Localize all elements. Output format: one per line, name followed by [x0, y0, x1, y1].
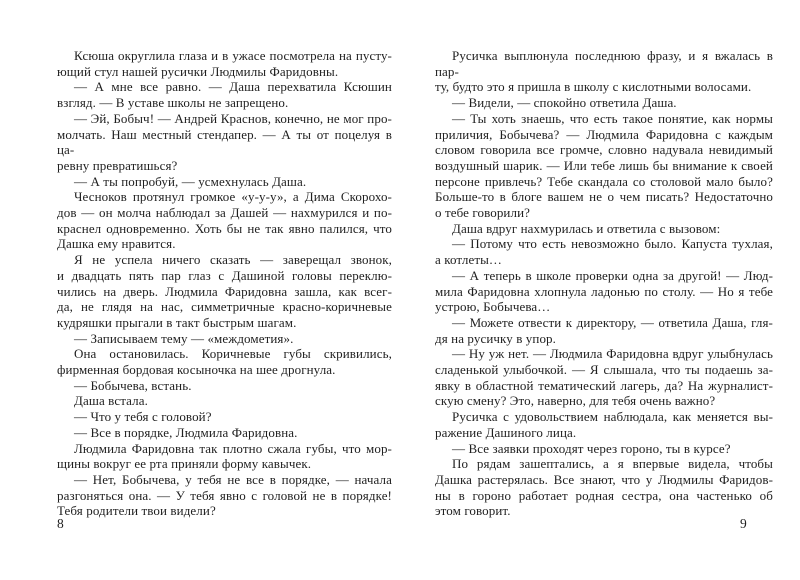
text-line: взгляд. — В уставе школы не запрещено. [57, 95, 289, 111]
text-line: и двадцать пять пар глаз с Дашиной головы переклю- [57, 267, 392, 283]
text-line: — Можете отвести к директору, — ответила Даша, гля- [452, 314, 773, 330]
text-line: щины вокруг ее рта приняли форму кавычек. [57, 456, 312, 472]
text-line: — А ты попробуй, — усмехнулась Даша. [74, 173, 307, 189]
text-line: — Видели, — спокойно ответила Даша. [452, 95, 677, 111]
text-line: — Ты хоть знаешь, что есть такое понятие, как нормы [452, 110, 773, 126]
text-line: — Бобычева, встань. [74, 377, 192, 393]
text-line: Больше-то в блоге вашем не о чем писать? Недостаточно [435, 189, 773, 205]
text-line: чились на дверь. Людмила Фаридовна зашла, как всег- [57, 283, 392, 299]
text-line: Людмила Фаридовна так плотно сжала губы, что мор- [74, 440, 392, 456]
text-line: кудряшки прыгали в такт быстрым шагам. [57, 314, 297, 330]
text-line: сладенькой улыбочкой. — Я слышала, что ты подаешь за- [435, 362, 773, 378]
text-line: Русичка выплюнула последнюю фразу, и я вжалась в пар- [435, 48, 773, 79]
text-line: а котлеты… [435, 252, 503, 268]
text-line: словом говорила все громче, словно надувала невидимый [435, 142, 773, 158]
text-line: — Все в порядке, Людмила Фаридовна. [74, 424, 298, 440]
text-line: Чесноков протянул громкое «у-у-у», а Дима Скорохо- [74, 189, 392, 205]
text-line: ревну превратишься? [57, 157, 178, 173]
text-line: Тебя родители твои видели? [57, 503, 216, 519]
text-line: Даша вдруг нахмурилась и ответила с вызовом: [452, 220, 721, 236]
text-line: Ксюша округлила глаза и в ужасе посмотрела на пусту- [74, 48, 392, 63]
text-line: мила Фаридовна хлопнула ладонью по столу. — Но я тебе [435, 283, 773, 299]
text-line: да, не глядя на нас, симметричные красно-коричневые [57, 299, 392, 315]
text-line: ту, будто это я пришла в школу с кислотными волосами. [435, 79, 752, 95]
text-line: устрою, Бобычева… [435, 299, 551, 315]
text-line: — Все заявки проходят через гороно, ты в курсе? [452, 440, 731, 456]
text-line: ны в гороно работает родная сестра, она частенько об [435, 487, 773, 503]
page-number-right: 9 [740, 516, 747, 531]
text-line: о тебе говорили? [435, 205, 530, 221]
text-line: приличия, Бобычева? — Людмила Фаридовна с каждым [435, 126, 773, 142]
text-line: Я не успела ничего сказать — заверещал звонок, [74, 252, 392, 268]
text-line: этом говорит. [435, 503, 511, 519]
text-line: Даша встала. [74, 393, 148, 409]
text-line: краснел одновременно. Хоть бы не так явно палился, что [57, 220, 392, 236]
text-line: молчать. Наш местный стендапер. — А ты от поцелуя в ца- [57, 126, 392, 158]
text-line: воздушный шарик. — Или тебе лишь бы внимание к своей [435, 157, 773, 173]
text-line: персоне привлечь? Тебе скандала со столовой мало было? [435, 173, 773, 189]
text-line: — Что у тебя с головой? [74, 409, 212, 425]
text-line: — Ну уж нет. — Людмила Фаридовна вдруг улыбнулась [452, 346, 773, 362]
text-line: дя на русичку в упор. [435, 330, 556, 346]
text-line: — А мне все равно. — Даша перехватила Ксюшин [74, 79, 392, 95]
page-right-text [435, 48, 773, 519]
page-left-text [57, 48, 392, 519]
text-line: фирменная бордовая косыночка на шее дрогнула. [57, 362, 336, 378]
text-line: ющий стул нашей русички Людмилы Фаридовны. [57, 63, 339, 79]
text-line: ражение Дашиного лица. [435, 424, 577, 440]
text-line: — Записываем тему — «междометия». [74, 330, 294, 346]
text-line: разгоняться она. — У тебя явно с головой не в порядке! [57, 487, 392, 503]
text-line: Дашка растерялась. Все знают, что у Людмилы Фаридов- [435, 471, 773, 487]
text-line: — Потому что есть невозможно было. Капуста тухлая, [452, 236, 773, 252]
text-line: Дашка ему нравится. [57, 236, 176, 252]
text-line: По рядам зашептались, а я впервые видела, чтобы [452, 456, 773, 472]
text-line: дов — он молча наблюдал за Дашей — нахмурился и по- [57, 205, 392, 221]
text-line: — Нет, Бобычева, у тебя не все в порядке, — начала [74, 471, 392, 487]
text-line: скую смену? Это, наверно, для тебя очень важно? [435, 393, 716, 409]
text-line: — Эй, Бобыч! — Андрей Краснов, конечно, не мог про- [74, 110, 392, 126]
text-line: Русичка с удовольствием наблюдала, как меняется вы- [452, 409, 773, 425]
page-number-left: 8 [57, 516, 64, 531]
text-line: — А теперь в школе проверки одна за другой! — Люд- [452, 267, 773, 283]
text-line: Она остановилась. Коричневые губы скривились, [74, 346, 392, 362]
text-line: явку в областной тематический лагерь, да? На журналист- [435, 377, 773, 393]
